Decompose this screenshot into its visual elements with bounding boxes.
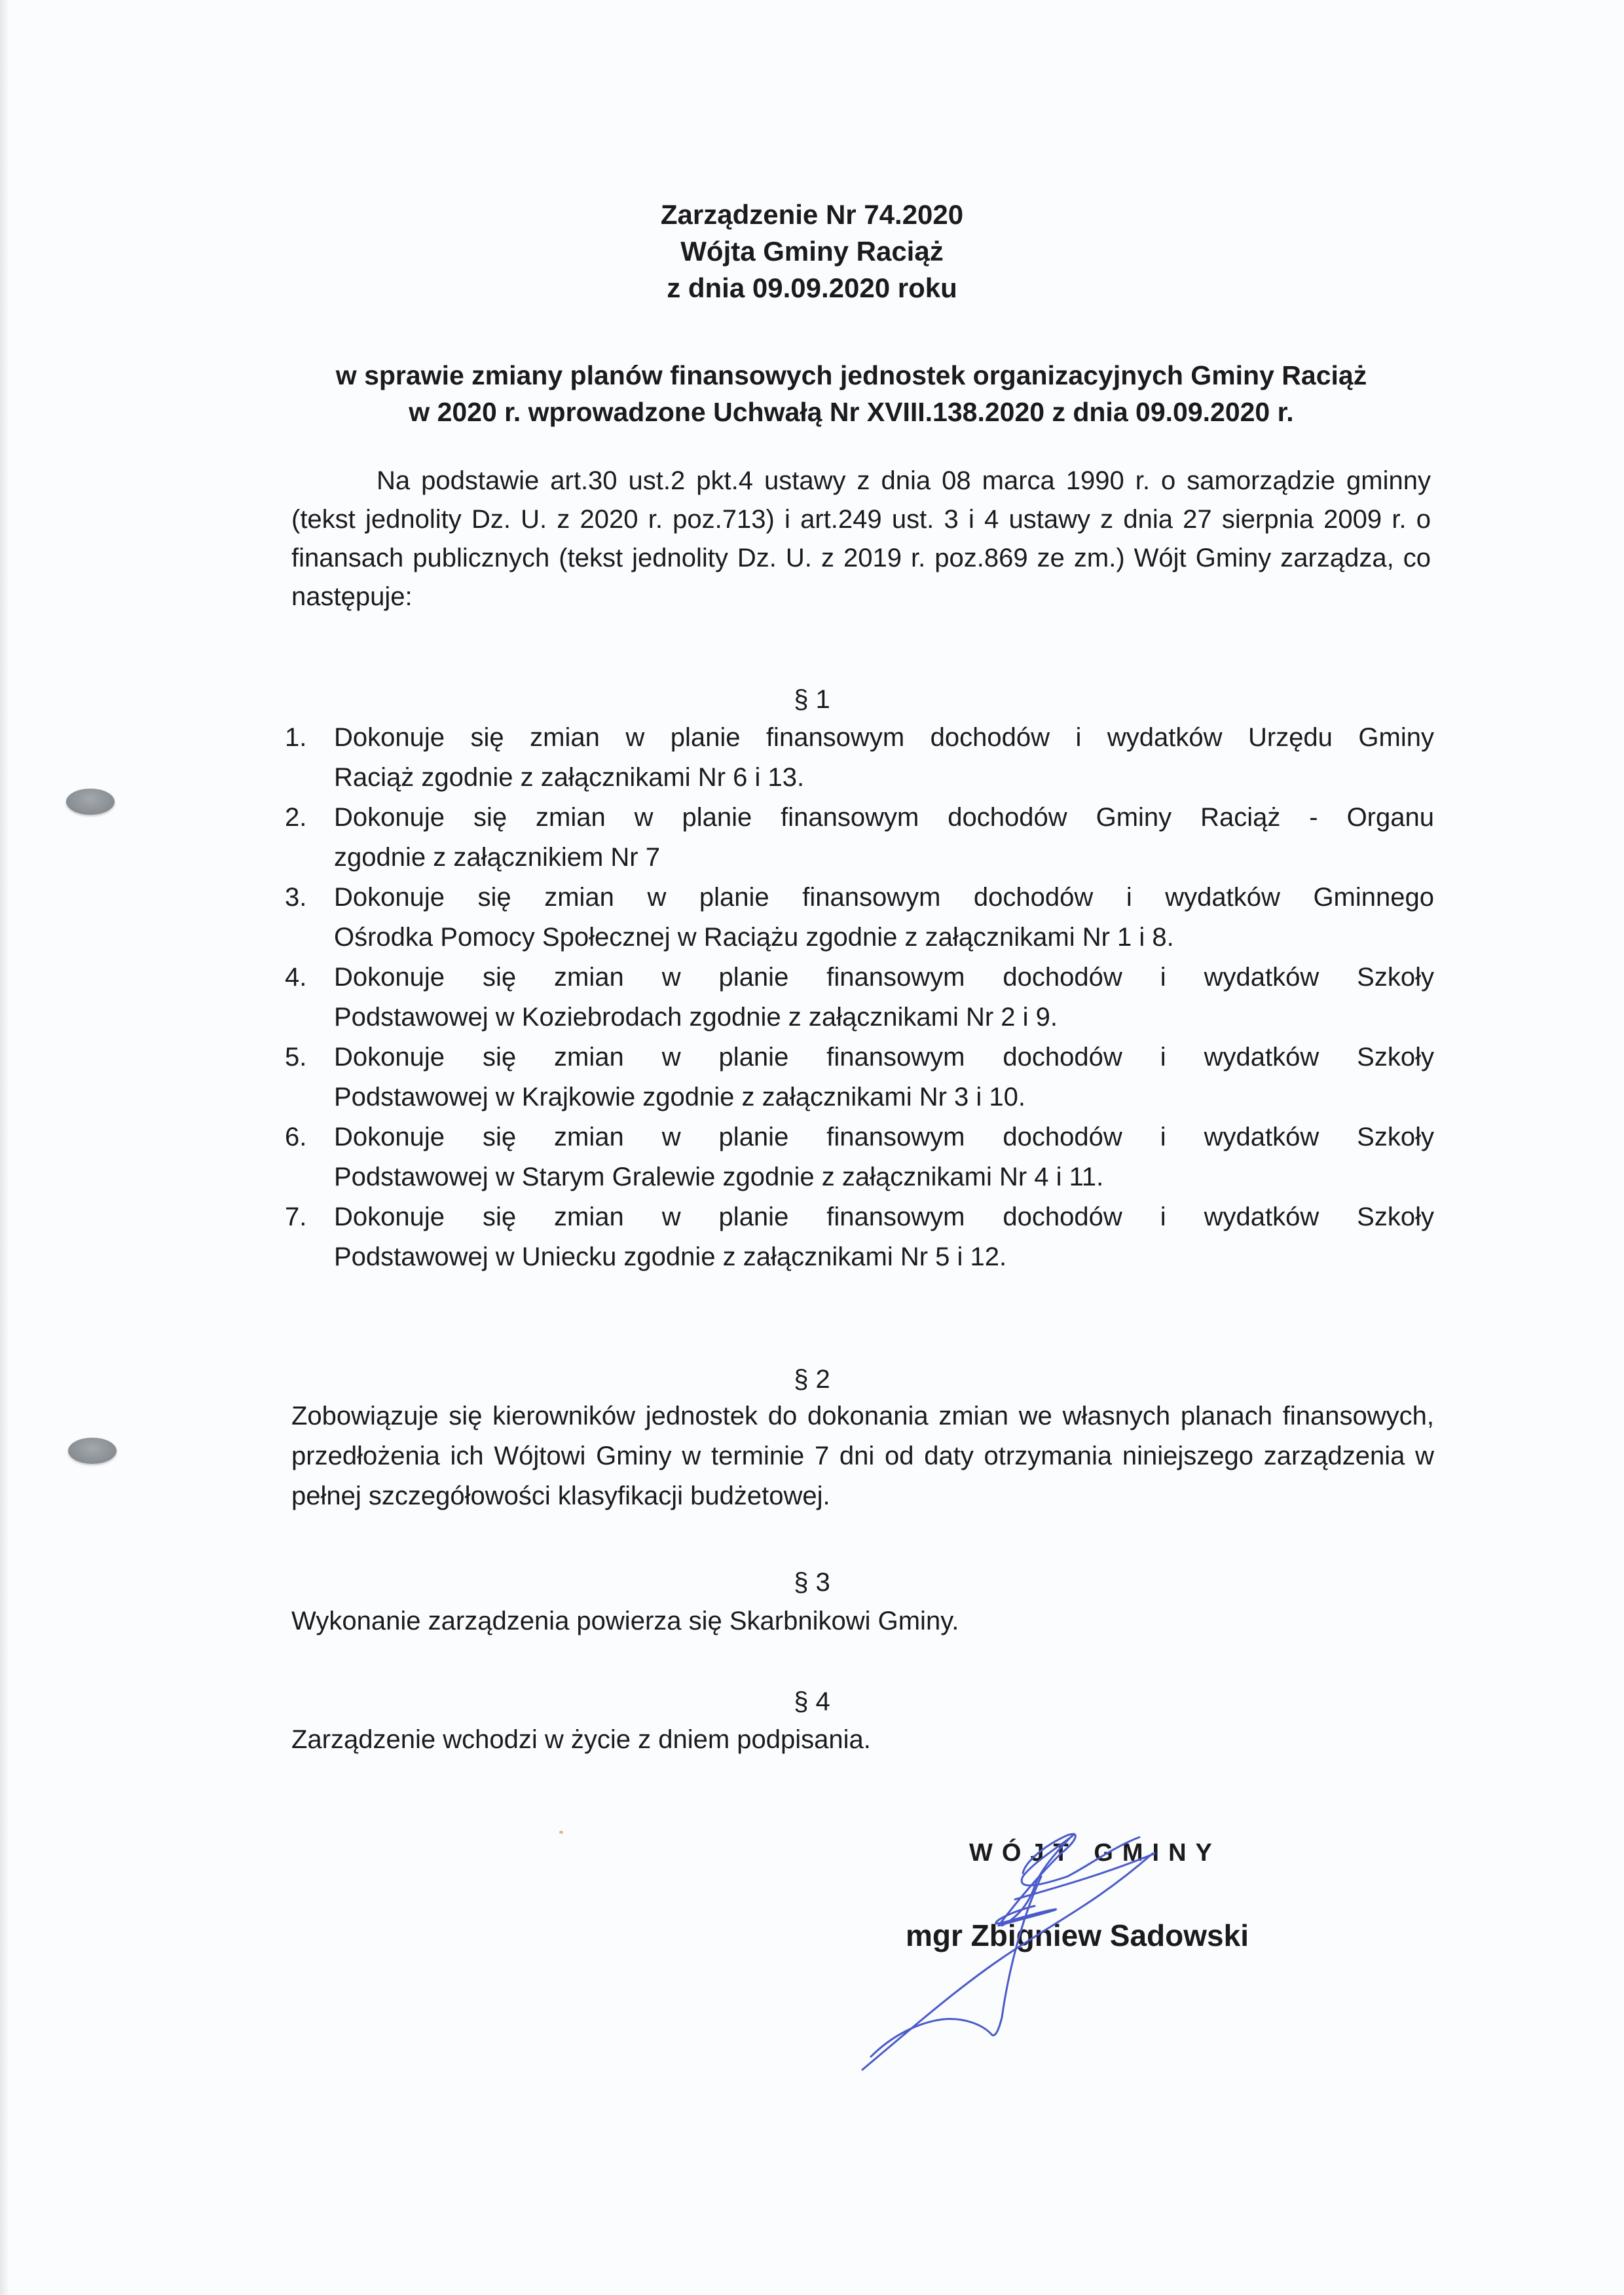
section-mark-3: § 3 (794, 1568, 830, 1597)
list-item-number: 1. (285, 723, 307, 752)
list-item-line-2: Podstawowej w Koziebrodach zgodnie z załącznikami Nr 2 i 9. (334, 1003, 1058, 1032)
list-item-line-1: Dokonuje się zmian w planie finansowym dochodów i wydatków Szkoły (334, 1043, 1434, 1072)
document-date: z dnia 09.09.2020 roku (667, 272, 957, 303)
list-item-number: 3. (285, 883, 307, 912)
list-item (285, 958, 1434, 1037)
signature-stroke (999, 1834, 1075, 1926)
list-item-line-1: Dokonuje się zmian w planie finansowym dochodów Gminy Raciąż - Organu (334, 803, 1434, 832)
scan-speck (559, 1831, 563, 1834)
section-mark-2: § 2 (794, 1365, 830, 1394)
list-item-number: 6. (285, 1123, 307, 1151)
punch-hole (68, 1438, 117, 1464)
list-item-line-1: Dokonuje się zmian w planie finansowym dochodów i wydatków Szkoły (334, 1203, 1434, 1231)
signature-stroke (862, 1854, 1153, 2070)
list-item-line-2: zgodnie z załącznikiem Nr 7 (334, 843, 660, 872)
list-item-line-2: Podstawowej w Krajkowie zgodnie z załącznikami Nr 3 i 10. (334, 1083, 1026, 1111)
signature-name: mgr Zbigniew Sadowski (906, 1918, 1249, 1952)
list-item (285, 718, 1434, 798)
list-item-line-2: Podstawowej w Uniecku zgodnie z załącznikami Nr 5 i 12. (334, 1242, 1007, 1271)
subject-line-1: w sprawie zmiany planów finansowych jednostek organizacyjnych Gminy Raciąż (335, 360, 1367, 390)
document-header (0, 196, 1624, 307)
list-item-number: 2. (285, 803, 307, 832)
section-2-text: Zobowiązuje się kierowników jednostek do dokonania zmian we własnych planach finansowych, przedłożenia ich Wójtowi Gminy w terminie 7 dni od daty otrzymania niniejszego zarządzenia w pełnej szczegółowości klasyfikacji budżetowej. (291, 1402, 1434, 1510)
list-item (285, 1037, 1434, 1117)
list-item-line-2: Ośrodka Pomocy Społecznej w Raciążu zgodnie z załącznikami Nr 1 i 8. (334, 923, 1174, 952)
list-item-line-1: Dokonuje się zmian w planie finansowym dochodów i wydatków Urzędu Gminy (334, 723, 1434, 752)
list-item-number: 5. (285, 1043, 307, 1072)
list-item (285, 1197, 1434, 1277)
document-title: Zarządzenie Nr 74.2020 (660, 199, 964, 230)
list-item-number: 7. (285, 1203, 307, 1231)
punch-hole (66, 789, 115, 815)
scan-page-edge (0, 0, 9, 2295)
list-item-line-2: Podstawowej w Starym Gralewie zgodnie z załącznikami Nr 4 i 11. (334, 1163, 1104, 1191)
document-issuer: Wójta Gminy Raciąż (680, 236, 944, 267)
list-item-line-1: Dokonuje się zmian w planie finansowym dochodów i wydatków Gminnego (334, 883, 1434, 912)
signature-title: WÓJT GMINY (969, 1839, 1221, 1867)
section-mark-4: § 4 (794, 1687, 830, 1716)
section-mark-1: § 1 (794, 685, 830, 714)
section-3-text: Wykonanie zarządzenia powierza się Skarbnikowi Gminy. (291, 1607, 959, 1635)
list-item (285, 878, 1434, 958)
list-item-line-2: Raciąż zgodnie z załącznikami Nr 6 i 13. (334, 763, 805, 792)
signature-stroke (1015, 1854, 1154, 1899)
list-item (285, 798, 1434, 878)
subject-line-2: w 2020 r. wprowadzone Uchwałą Nr XVIII.138.2020 z dnia 09.09.2020 r. (409, 397, 1294, 427)
handwritten-signature (851, 1801, 1342, 2116)
preamble-paragraph: Na podstawie art.30 ust.2 pkt.4 ustawy z dnia 08 marca 1990 r. o samorządzie gminny (tekst jednolity Dz. U. z 2020 r. poz.713) i art.249 ust. 3 i 4 ustawy z dnia 27 sierpnia 2009 r. o finansach publicznych (tekst jednolity Dz. U. z 2019 r. poz.869 ze zm.) Wójt Gminy zarządza, co następuje: (291, 466, 1431, 611)
list-item-line-1: Dokonuje się zmian w planie finansowym dochodów i wydatków Szkoły (334, 963, 1434, 992)
section-1-list (285, 718, 1434, 1277)
signature-stroke (1002, 1834, 1139, 1926)
list-item (285, 1117, 1434, 1197)
list-item-number: 4. (285, 963, 307, 992)
list-item-line-1: Dokonuje się zmian w planie finansowym dochodów i wydatków Szkoły (334, 1123, 1434, 1151)
section-4-text: Zarządzenie wchodzi w życie z dniem podpisania. (291, 1725, 871, 1754)
document-subject (275, 357, 1428, 430)
